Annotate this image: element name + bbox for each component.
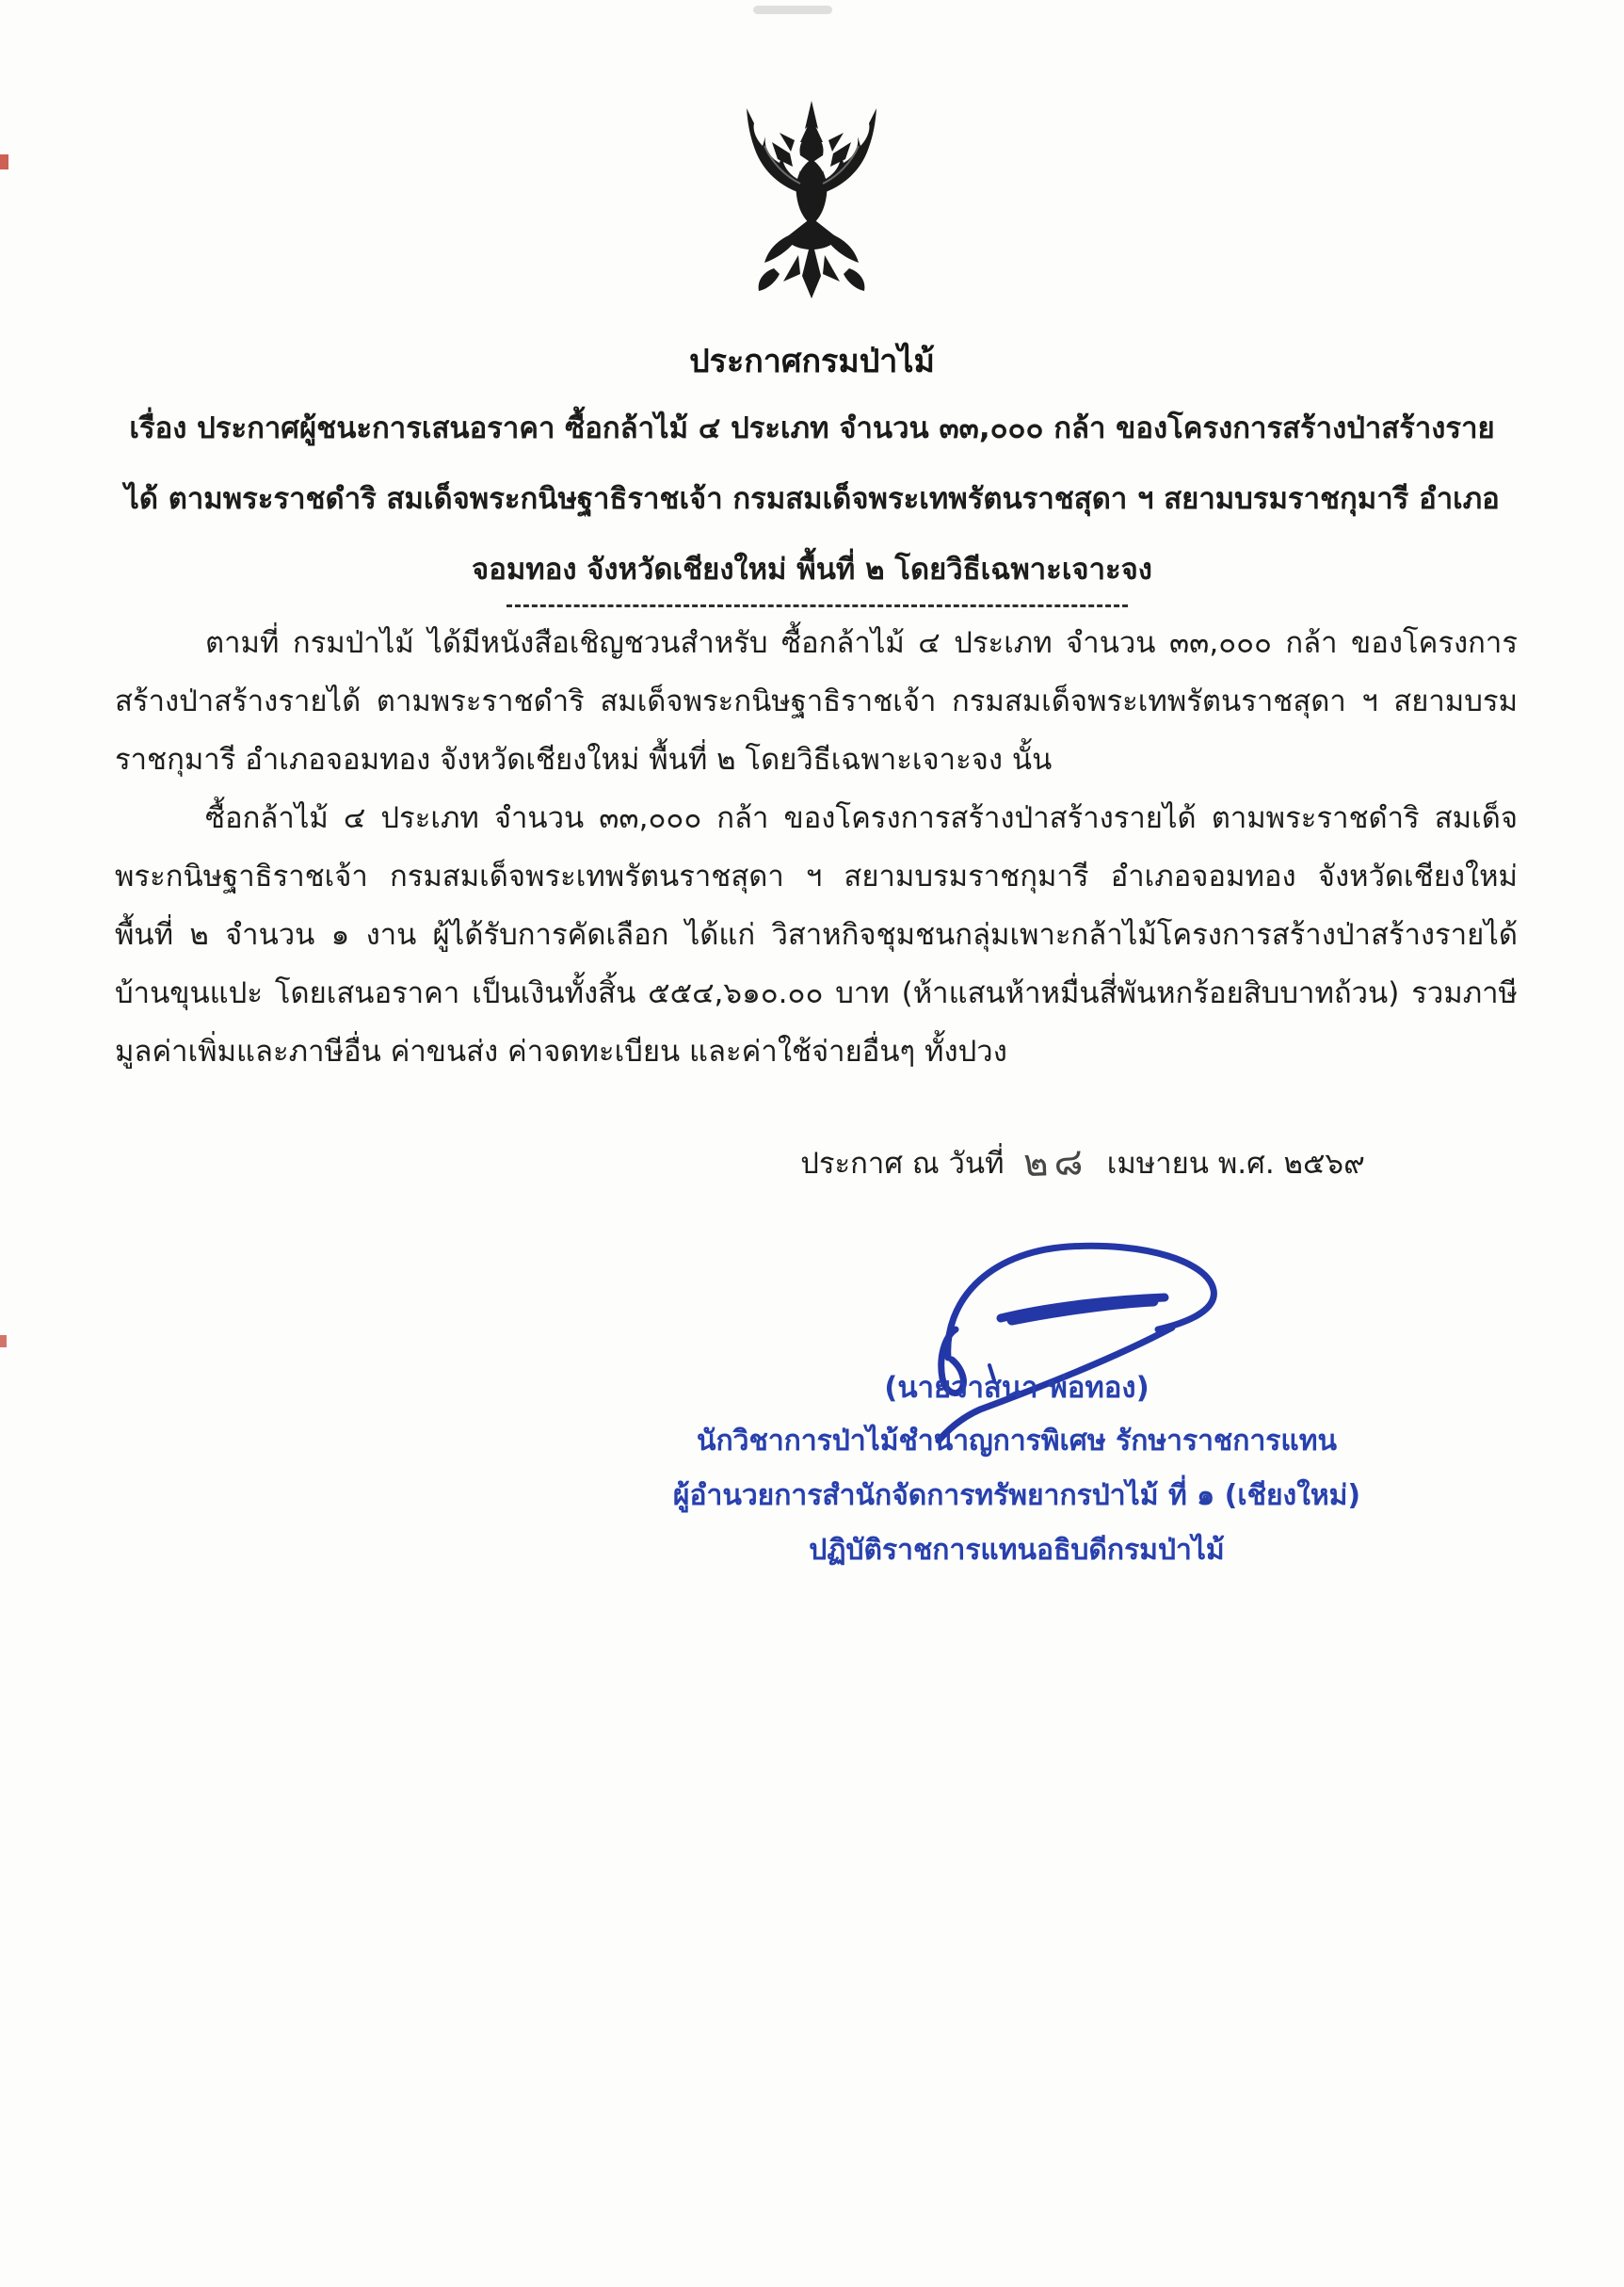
page-title: ประกาศกรมป่าไม้: [689, 343, 935, 380]
subject-block: [99, 394, 1525, 605]
date-prefix: ประกาศ ณ วันที่: [800, 1147, 1005, 1181]
garuda-emblem-icon: [712, 97, 911, 315]
signer-name: (นายวาสนา พ่อทอง): [884, 1371, 1150, 1405]
body-text: [115, 614, 1518, 1081]
scan-smudge: [753, 6, 832, 14]
signer-position-line: ปฏิบัติราชการแทนอธิบดีกรมป่าไม้: [809, 1534, 1225, 1567]
body-paragraph: ตามที่ กรมป่าไม้ ได้มีหนังสือเชิญชวนสำหรับ ซื้อกล้าไม้ ๔ ประเภท จำนวน ๓๓,๐๐๐ กล้า ของโครงการสร้างป่าสร้างรายได้ ตามพระราชดำริ สมเด็จพระกนิษฐาธิราชเจ้า กรมสมเด็จพระเทพรัตนราชสุดา ฯ สยามบรมราชกุมารี อำเภอจอมทอง จังหวัดเชียงใหม่ พื้นที่ ๒ โดยวิธีเฉพาะเจาะจง นั้น: [115, 626, 1518, 777]
handwritten-day: ๒๘: [1021, 1139, 1089, 1186]
signer-position-line: นักวิชาการป่าไม้ชำนาญการพิเศษ รักษาราชการแทน: [696, 1425, 1338, 1458]
body-paragraph: ซื้อกล้าไม้ ๔ ประเภท จำนวน ๓๓,๐๐๐ กล้า ของโครงการสร้างป่าสร้างรายได้ ตามพระราชดำริ สมเด็จพระกนิษฐาธิราชเจ้า กรมสมเด็จพระเทพรัตนราชสุดา ฯ สยามบรมราชกุมารี อำเภอจอมทอง จังหวัดเชียงใหม่ พื้นที่ ๒ จำนวน ๑ งาน ผู้ได้รับการคัดเลือก ได้แก่ วิสาหกิจชุมชนกลุ่มเพาะกล้าไม้โครงการสร้างป่าสร้างรายได้บ้านขุนแปะ โดยเสนอราคา เป็นเงินทั้งสิ้น ๕๕๔,๖๑๐.๐๐ บาท (ห้าแสนห้าหมื่นสี่พันหกร้อยสิบบาทถ้วน) รวมภาษีมูลค่าเพิ่มและภาษีอื่น ค่าขนส่ง ค่าจดทะเบียน และค่าใช้จ่ายอื่นๆ ทั้งปวง: [115, 801, 1518, 1069]
signer-position-line: ผู้อำนวยการสำนักจัดการทรัพยากรป่าไม้ ที่ ๑ (เชียงใหม่): [672, 1479, 1361, 1512]
subject-line: เรื่อง ประกาศผู้ชนะการเสนอราคา ซื้อกล้าไม้ ๔ ประเภท จำนวน ๓๓,๐๐๐ กล้า ของโครงการสร้างป่าสร้างราย: [129, 411, 1495, 445]
subject-line: ได้ ตามพระราชดำริ สมเด็จพระกนิษฐาธิราชเจ้า กรมสมเด็จพระเทพรัตนราชสุดา ฯ สยามบรมราชกุมารี อำเภอ: [124, 482, 1500, 516]
date-suffix: เมษายน พ.ศ. ๒๕๖๙: [1106, 1147, 1365, 1181]
subject-line: จอมทอง จังหวัดเชียงใหม่ พื้นที่ ๒ โดยวิธีเฉพาะเจาะจง: [472, 553, 1152, 587]
scan-artifact: [0, 1335, 7, 1347]
signer-position-block: [546, 1414, 1487, 1578]
date-line: [621, 1130, 1544, 1190]
scan-artifact: [0, 154, 8, 169]
dashed-divider: [506, 604, 1128, 607]
